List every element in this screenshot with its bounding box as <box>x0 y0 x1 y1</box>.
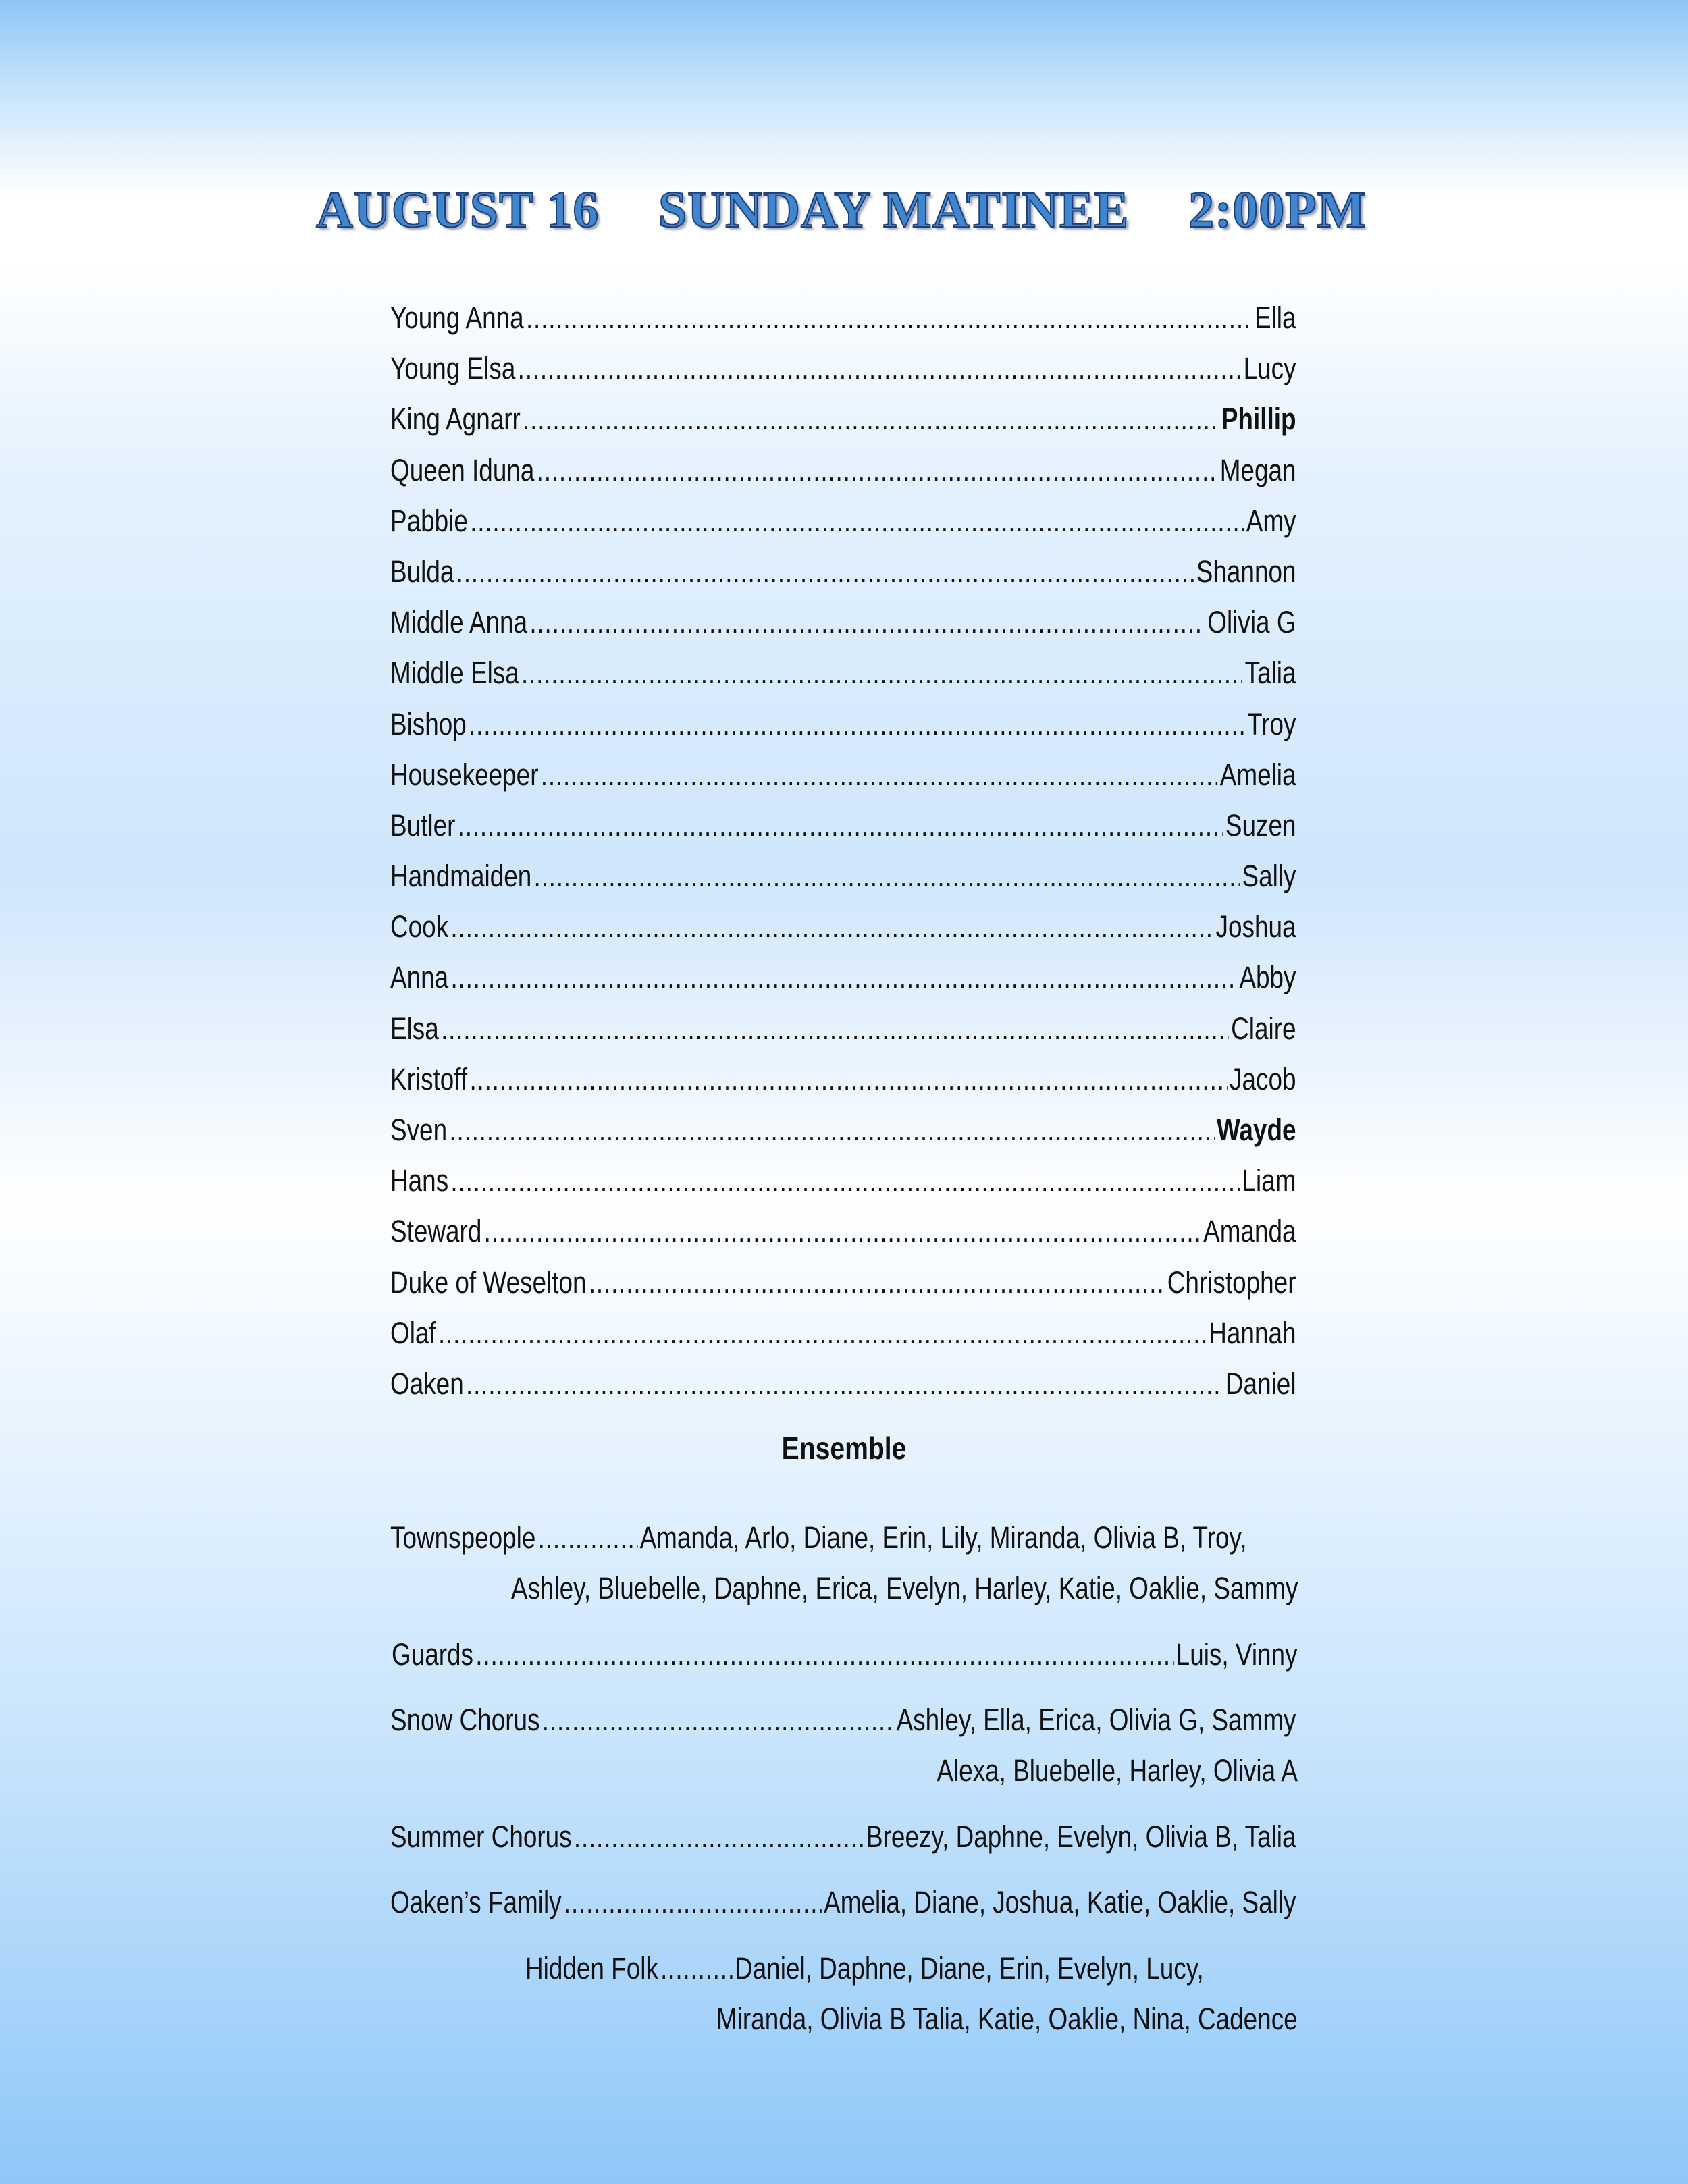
leader-dots <box>441 1003 1229 1054</box>
leader-dots <box>574 1811 864 1862</box>
cast-actor: Wayde <box>1216 1113 1296 1147</box>
leader-dots <box>660 1943 733 1994</box>
leader-dots <box>469 699 1245 749</box>
ensemble-row-snow-chorus <box>390 1695 1296 1745</box>
leader-dots <box>450 901 1213 952</box>
cast-row <box>390 597 1296 647</box>
cast-list <box>390 292 1296 1409</box>
leader-dots <box>529 597 1205 647</box>
cast-role: Bishop <box>390 706 467 741</box>
ensemble-continuation: Alexa, Bluebelle, Harley, Olivia A <box>937 1753 1298 1788</box>
cast-actor: Abby <box>1239 960 1296 995</box>
cast-actor: Megan <box>1219 452 1296 487</box>
cast-role: Hans <box>390 1163 449 1198</box>
cast-actor: Claire <box>1231 1011 1296 1046</box>
cast-actor: Talia <box>1244 656 1296 691</box>
ensemble-heading: Ensemble <box>781 1431 907 1466</box>
cast-role: Young Elsa <box>390 351 516 386</box>
leader-dots <box>537 445 1218 496</box>
cast-row <box>390 800 1296 851</box>
cast-row <box>390 546 1296 597</box>
cast-role: Middle Anna <box>390 605 528 640</box>
leader-dots <box>542 1695 895 1745</box>
ensemble-row-townspeople <box>390 1512 1296 1563</box>
cast-role: Bulda <box>390 554 454 589</box>
cast-row <box>390 952 1296 1003</box>
cast-role: Butler <box>390 807 456 843</box>
cast-actor: Hannah <box>1209 1315 1296 1350</box>
cast-actor: Joshua <box>1215 909 1296 944</box>
cast-actor: Liam <box>1242 1163 1296 1198</box>
cast-actor: Sally <box>1242 859 1296 894</box>
leader-dots <box>526 292 1252 343</box>
ensemble-actors: Amelia, Diane, Joshua, Katie, Oaklie, Sally <box>824 1885 1296 1919</box>
cast-actor: Lucy <box>1243 351 1296 386</box>
ensemble-role: Hidden Folk <box>525 1951 658 1986</box>
cast-role: Young Anna <box>390 300 524 335</box>
cast-row <box>390 496 1296 546</box>
cast-row <box>390 749 1296 800</box>
ensemble-actors: Amanda, Arlo, Diane, Erin, Lily, Miranda, Olivia B, Troy, <box>639 1520 1247 1555</box>
ensemble-actors: Ashley, Ella, Erica, Olivia G, Sammy <box>896 1703 1296 1737</box>
cast-role: Middle Elsa <box>390 656 519 691</box>
cast-actor: Troy <box>1247 706 1296 741</box>
cast-actor: Daniel <box>1225 1366 1296 1401</box>
leader-dots <box>534 851 1240 901</box>
cast-row <box>390 1003 1296 1054</box>
leader-dots <box>466 1358 1223 1409</box>
leader-dots <box>564 1877 822 1927</box>
cast-row <box>390 1257 1296 1308</box>
ensemble-role: Guards <box>392 1637 474 1672</box>
cast-row <box>390 1206 1296 1256</box>
cast-role: Cook <box>390 909 449 944</box>
leader-dots <box>458 800 1223 851</box>
cast-actor: Ella <box>1254 300 1296 335</box>
title-date: AUGUST 16 <box>316 182 600 238</box>
cast-row <box>390 1155 1296 1206</box>
leader-dots <box>523 394 1219 444</box>
cast-role: Elsa <box>390 1011 439 1046</box>
ensemble-continuation: Ashley, Bluebelle, Daphne, Erica, Evelyn, Harley, Katie, Oaklie, Sammy <box>510 1571 1298 1605</box>
leader-dots <box>449 1104 1214 1155</box>
page-title <box>0 181 1688 242</box>
leader-dots <box>475 1629 1173 1680</box>
ensemble-actors: Luis, Vinny <box>1176 1637 1298 1672</box>
cast-actor: Amanda <box>1203 1214 1296 1249</box>
ensemble-row-summer-chorus <box>390 1811 1296 1862</box>
leader-dots <box>521 647 1242 698</box>
cast-row <box>390 699 1296 749</box>
cast-actor: Amy <box>1246 503 1296 538</box>
ensemble-row-guards <box>392 1629 1298 1680</box>
cast-role: Olaf <box>390 1315 436 1350</box>
cast-row <box>390 1308 1296 1358</box>
leader-dots <box>450 1155 1240 1206</box>
cast-role: Housekeeper <box>390 757 539 792</box>
cast-actor: Shannon <box>1196 554 1296 589</box>
cast-actor: Suzen <box>1225 807 1296 843</box>
cast-row <box>390 851 1296 901</box>
leader-dots <box>541 749 1218 800</box>
cast-actor: Phillip <box>1221 402 1296 437</box>
cast-role: Sven <box>390 1113 448 1147</box>
leader-dots <box>518 343 1242 394</box>
cast-role: Oaken <box>390 1366 464 1401</box>
title-event: SUNDAY MATINEE <box>658 182 1130 238</box>
ensemble-row-hidden-folk <box>525 1943 1298 1994</box>
cast-role: Steward <box>390 1214 482 1249</box>
ensemble-actors: Daniel, Daphne, Diane, Erin, Evelyn, Lucy, <box>735 1951 1204 1986</box>
cast-role: Duke of Weselton <box>390 1264 587 1300</box>
cast-row <box>390 394 1296 444</box>
cast-row <box>390 1104 1296 1155</box>
leader-dots <box>484 1206 1201 1256</box>
cast-role: Kristoff <box>390 1061 468 1096</box>
cast-row <box>390 343 1296 394</box>
ensemble-role: Townspeople <box>390 1520 536 1555</box>
cast-role: Anna <box>390 960 449 995</box>
cast-role: Queen Iduna <box>390 452 535 487</box>
title-time: 2:00PM <box>1188 182 1367 238</box>
cast-actor: Jacob <box>1230 1061 1296 1096</box>
ensemble-actors: Breezy, Daphne, Evelyn, Olivia B, Talia <box>866 1819 1296 1854</box>
leader-dots <box>589 1257 1165 1308</box>
ensemble-role: Snow Chorus <box>390 1703 540 1737</box>
ensemble-role: Oaken’s Family <box>390 1885 562 1919</box>
cast-actor: Christopher <box>1167 1264 1296 1300</box>
cast-row <box>390 445 1296 496</box>
leader-dots <box>469 1054 1227 1104</box>
leader-dots <box>438 1308 1207 1358</box>
cast-row <box>390 1358 1296 1409</box>
leader-dots <box>470 496 1244 546</box>
cast-actor: Olivia G <box>1207 605 1296 640</box>
cast-row <box>390 901 1296 952</box>
cast-actor: Amelia <box>1219 757 1296 792</box>
cast-role: Pabbie <box>390 503 468 538</box>
ensemble-role: Summer Chorus <box>390 1819 572 1854</box>
cast-role: Handmaiden <box>390 859 532 894</box>
cast-row <box>390 292 1296 343</box>
cast-role: King Agnarr <box>390 402 521 437</box>
leader-dots <box>538 1512 638 1563</box>
cast-row <box>390 647 1296 698</box>
leader-dots <box>450 952 1237 1003</box>
cast-row <box>390 1054 1296 1104</box>
ensemble-row-oakens-family <box>390 1877 1296 1927</box>
leader-dots <box>456 546 1194 597</box>
ensemble-continuation: Miranda, Olivia B Talia, Katie, Oaklie, Nina, Cadence <box>716 2002 1298 2036</box>
